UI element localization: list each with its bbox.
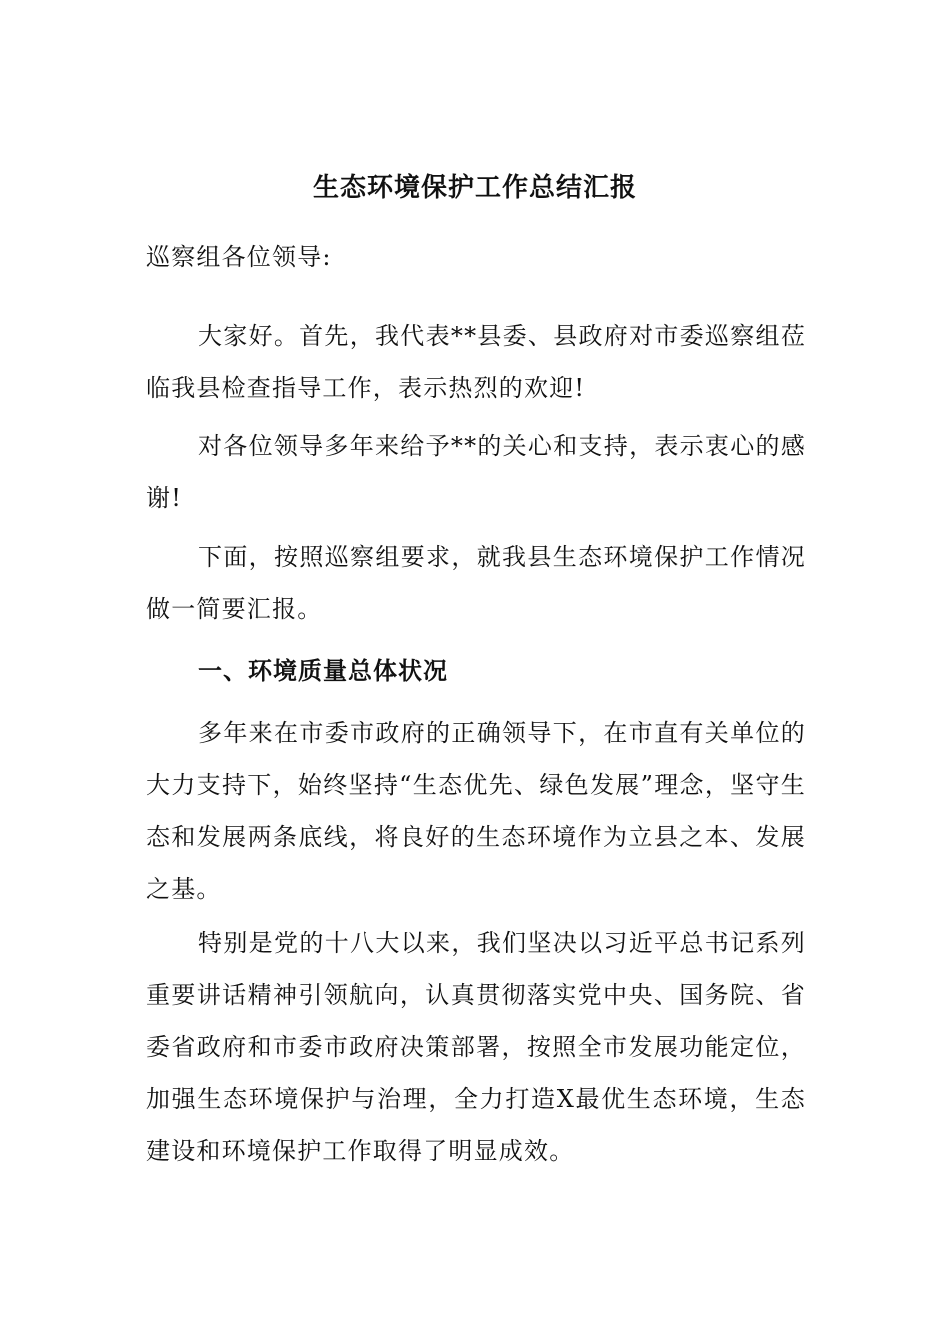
paragraph-welcome: 大家好。首先，我代表**县委、县政府对市委巡察组莅临我县检查指导工作，表示热烈的欢迎!	[146, 322, 806, 402]
paragraph-thanks: 对各位领导多年来给予**的关心和支持，表示衷心的感谢!	[146, 432, 806, 512]
paragraph-intro: 下面，按照巡察组要求，就我县生态环境保护工作情况做一简要汇报。	[146, 543, 806, 623]
paragraph-overview: 多年来在市委市政府的正确领导下，在市直有关单位的大力支持下，始终坚持“生态优先、绿色发展”理念，坚守生态和发展两条底线，将良好的生态环境作为立县之本、发展之基。	[146, 719, 806, 903]
paragraph-achievements: 特别是党的十八大以来，我们坚决以习近平总书记系列重要讲话精神引领航向，认真贯彻落实党中央、国务院、省委省政府和市委市政府决策部署，按照全市发展功能定位，加强生态环境保护与治理，全力打造X最优生态环境，生态建设和环境保护工作取得了明显成效。	[146, 929, 806, 1165]
salutation: 巡察组各位领导:	[146, 243, 332, 271]
document-title: 生态环境保护工作总结汇报	[312, 173, 637, 203]
section-heading: 一、环境质量总体状况	[198, 657, 448, 685]
